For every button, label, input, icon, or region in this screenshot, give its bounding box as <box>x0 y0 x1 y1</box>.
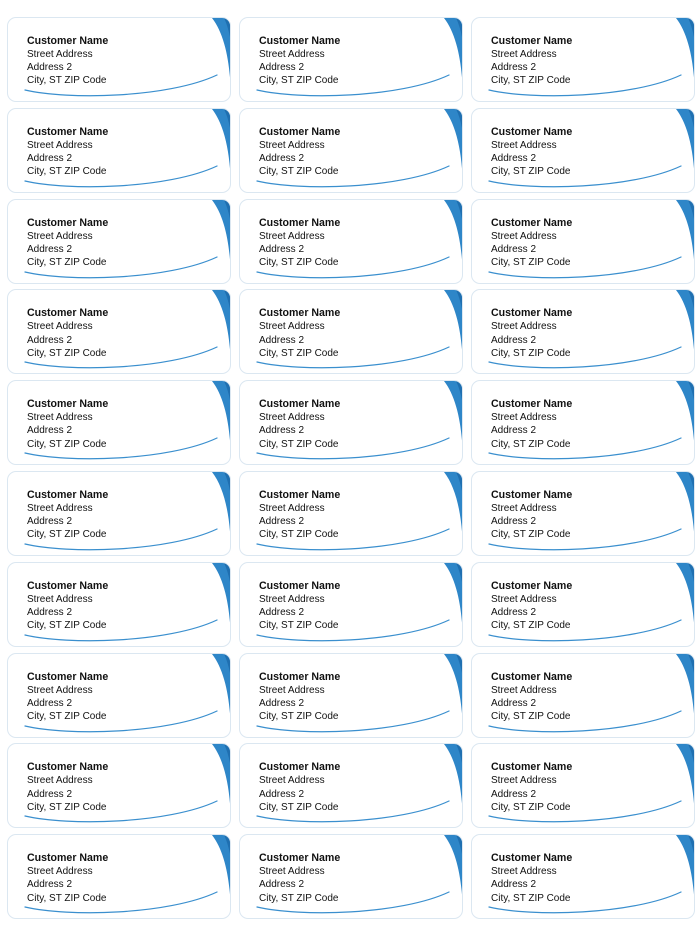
customer-name: Customer Name <box>27 670 109 683</box>
city-state-zip: City, ST ZIP Code <box>27 75 107 87</box>
address-label[interactable] <box>471 380 695 465</box>
street-address: Street Address <box>259 412 325 424</box>
address-label[interactable] <box>471 653 695 738</box>
street-address: Street Address <box>259 866 325 878</box>
address-label[interactable] <box>471 17 695 102</box>
street-address: Street Address <box>259 684 325 696</box>
street-address: Street Address <box>491 775 557 787</box>
street-address: Street Address <box>259 593 325 605</box>
address-line-2: Address 2 <box>491 243 537 255</box>
street-address: Street Address <box>27 139 93 151</box>
street-address: Street Address <box>27 230 93 242</box>
address-block <box>259 760 340 814</box>
city-state-zip: City, ST ZIP Code <box>491 347 571 359</box>
city-state-zip: City, ST ZIP Code <box>27 166 107 178</box>
address-line-2: Address 2 <box>491 153 537 164</box>
address-line-2: Address 2 <box>491 697 537 709</box>
city-state-zip: City, ST ZIP Code <box>491 438 571 450</box>
city-state-zip: City, ST ZIP Code <box>491 711 571 722</box>
address-line-2: Address 2 <box>27 62 73 74</box>
address-line-2: Address 2 <box>27 607 73 618</box>
address-block <box>491 125 572 179</box>
address-label[interactable] <box>471 199 695 284</box>
address-label[interactable] <box>7 562 231 647</box>
address-label[interactable] <box>7 17 231 102</box>
address-block <box>27 125 108 179</box>
address-block <box>27 670 108 724</box>
city-state-zip: City, ST ZIP Code <box>491 257 571 268</box>
customer-name: Customer Name <box>259 489 341 501</box>
address-block <box>491 216 572 270</box>
address-line-2: Address 2 <box>27 879 73 891</box>
address-line-2: Address 2 <box>27 697 73 709</box>
address-block <box>27 760 108 814</box>
street-address: Street Address <box>491 412 557 424</box>
address-line-2: Address 2 <box>27 788 73 800</box>
city-state-zip: City, ST ZIP Code <box>27 892 107 904</box>
customer-name: Customer Name <box>27 489 109 501</box>
city-state-zip: City, ST ZIP Code <box>259 801 339 813</box>
street-address: Street Address <box>27 684 93 696</box>
address-label[interactable] <box>7 108 231 193</box>
address-label[interactable] <box>239 199 463 284</box>
address-block <box>491 488 572 542</box>
customer-name: Customer Name <box>259 216 341 229</box>
address-line-2: Address 2 <box>259 334 305 346</box>
address-label[interactable] <box>239 834 463 919</box>
address-label[interactable] <box>239 108 463 193</box>
address-block <box>27 579 108 633</box>
city-state-zip: City, ST ZIP Code <box>491 892 571 904</box>
street-address: Street Address <box>491 49 557 60</box>
city-state-zip: City, ST ZIP Code <box>259 257 339 268</box>
address-line-2: Address 2 <box>27 153 73 164</box>
city-state-zip: City, ST ZIP Code <box>259 711 339 722</box>
street-address: Street Address <box>491 503 557 514</box>
customer-name: Customer Name <box>259 35 341 47</box>
city-state-zip: City, ST ZIP Code <box>259 892 339 904</box>
address-block <box>259 488 340 542</box>
address-label[interactable] <box>239 471 463 556</box>
address-line-2: Address 2 <box>259 697 305 709</box>
address-block <box>27 488 108 542</box>
address-block <box>259 216 340 270</box>
customer-name: Customer Name <box>491 670 573 683</box>
street-address: Street Address <box>27 866 93 878</box>
street-address: Street Address <box>27 412 93 424</box>
city-state-zip: City, ST ZIP Code <box>259 529 339 541</box>
city-state-zip: City, ST ZIP Code <box>259 438 339 450</box>
customer-name: Customer Name <box>259 125 341 138</box>
address-block <box>491 670 572 724</box>
address-label[interactable] <box>239 653 463 738</box>
customer-name: Customer Name <box>259 307 341 320</box>
address-block <box>259 306 340 360</box>
address-label[interactable] <box>239 17 463 102</box>
address-line-2: Address 2 <box>27 425 73 437</box>
address-line-2: Address 2 <box>259 243 305 255</box>
address-block <box>27 34 108 88</box>
street-address: Street Address <box>259 503 325 514</box>
address-label[interactable] <box>471 562 695 647</box>
customer-name: Customer Name <box>27 125 109 138</box>
address-label[interactable] <box>7 834 231 919</box>
customer-name: Customer Name <box>27 852 109 865</box>
customer-name: Customer Name <box>27 307 109 320</box>
address-block <box>27 851 108 905</box>
address-block <box>259 851 340 905</box>
address-line-2: Address 2 <box>27 243 73 255</box>
customer-name: Customer Name <box>491 398 573 411</box>
address-block <box>491 34 572 88</box>
city-state-zip: City, ST ZIP Code <box>491 166 571 178</box>
address-block <box>259 579 340 633</box>
address-line-2: Address 2 <box>259 607 305 618</box>
city-state-zip: City, ST ZIP Code <box>259 75 339 87</box>
city-state-zip: City, ST ZIP Code <box>27 801 107 813</box>
street-address: Street Address <box>27 49 93 60</box>
customer-name: Customer Name <box>259 670 341 683</box>
address-label[interactable] <box>471 471 695 556</box>
address-line-2: Address 2 <box>491 62 537 74</box>
city-state-zip: City, ST ZIP Code <box>491 75 571 87</box>
address-block <box>27 306 108 360</box>
address-block <box>491 851 572 905</box>
address-line-2: Address 2 <box>491 879 537 891</box>
address-label[interactable] <box>471 108 695 193</box>
address-line-2: Address 2 <box>259 153 305 164</box>
address-line-2: Address 2 <box>491 788 537 800</box>
address-label[interactable] <box>7 471 231 556</box>
city-state-zip: City, ST ZIP Code <box>491 620 571 632</box>
address-label[interactable] <box>7 289 231 374</box>
customer-name: Customer Name <box>27 579 109 592</box>
address-label[interactable] <box>471 834 695 919</box>
address-label[interactable] <box>7 199 231 284</box>
address-block <box>259 34 340 88</box>
customer-name: Customer Name <box>491 216 573 229</box>
street-address: Street Address <box>27 775 93 787</box>
address-line-2: Address 2 <box>259 516 305 528</box>
address-line-2: Address 2 <box>27 516 73 528</box>
address-line-2: Address 2 <box>491 425 537 437</box>
city-state-zip: City, ST ZIP Code <box>27 438 107 450</box>
address-line-2: Address 2 <box>259 425 305 437</box>
customer-name: Customer Name <box>491 125 573 138</box>
street-address: Street Address <box>491 230 557 242</box>
city-state-zip: City, ST ZIP Code <box>27 257 107 268</box>
city-state-zip: City, ST ZIP Code <box>259 620 339 632</box>
address-line-2: Address 2 <box>259 62 305 74</box>
city-state-zip: City, ST ZIP Code <box>27 347 107 359</box>
city-state-zip: City, ST ZIP Code <box>27 711 107 722</box>
address-label[interactable] <box>239 562 463 647</box>
street-address: Street Address <box>259 139 325 151</box>
address-block <box>491 397 572 451</box>
address-block <box>27 397 108 451</box>
street-address: Street Address <box>491 684 557 696</box>
street-address: Street Address <box>491 593 557 605</box>
customer-name: Customer Name <box>27 761 109 774</box>
customer-name: Customer Name <box>259 761 341 774</box>
customer-name: Customer Name <box>27 35 109 47</box>
street-address: Street Address <box>259 230 325 242</box>
street-address: Street Address <box>259 321 325 333</box>
customer-name: Customer Name <box>491 852 573 865</box>
street-address: Street Address <box>27 321 93 333</box>
address-line-2: Address 2 <box>491 607 537 618</box>
customer-name: Customer Name <box>491 307 573 320</box>
address-label[interactable] <box>471 743 695 828</box>
address-block <box>259 397 340 451</box>
city-state-zip: City, ST ZIP Code <box>491 529 571 541</box>
address-line-2: Address 2 <box>491 334 537 346</box>
customer-name: Customer Name <box>259 852 341 865</box>
address-block <box>259 670 340 724</box>
street-address: Street Address <box>27 593 93 605</box>
address-label[interactable] <box>239 743 463 828</box>
address-block <box>491 306 572 360</box>
customer-name: Customer Name <box>27 398 109 411</box>
address-line-2: Address 2 <box>27 334 73 346</box>
street-address: Street Address <box>259 49 325 60</box>
address-line-2: Address 2 <box>259 879 305 891</box>
street-address: Street Address <box>491 866 557 878</box>
address-label[interactable] <box>7 653 231 738</box>
customer-name: Customer Name <box>491 489 573 501</box>
city-state-zip: City, ST ZIP Code <box>491 801 571 813</box>
address-label[interactable] <box>239 380 463 465</box>
customer-name: Customer Name <box>27 216 109 229</box>
street-address: Street Address <box>27 503 93 514</box>
address-block <box>259 125 340 179</box>
customer-name: Customer Name <box>259 579 341 592</box>
address-label[interactable] <box>7 743 231 828</box>
customer-name: Customer Name <box>491 35 573 47</box>
street-address: Street Address <box>259 775 325 787</box>
address-line-2: Address 2 <box>259 788 305 800</box>
street-address: Street Address <box>491 321 557 333</box>
city-state-zip: City, ST ZIP Code <box>259 166 339 178</box>
address-block <box>27 216 108 270</box>
address-block <box>491 579 572 633</box>
customer-name: Customer Name <box>259 398 341 411</box>
street-address: Street Address <box>491 139 557 151</box>
address-label[interactable] <box>471 289 695 374</box>
city-state-zip: City, ST ZIP Code <box>259 347 339 359</box>
city-state-zip: City, ST ZIP Code <box>27 529 107 541</box>
address-label[interactable] <box>7 380 231 465</box>
customer-name: Customer Name <box>491 579 573 592</box>
city-state-zip: City, ST ZIP Code <box>27 620 107 632</box>
address-label[interactable] <box>239 289 463 374</box>
address-block <box>491 760 572 814</box>
customer-name: Customer Name <box>491 761 573 774</box>
address-line-2: Address 2 <box>491 516 537 528</box>
